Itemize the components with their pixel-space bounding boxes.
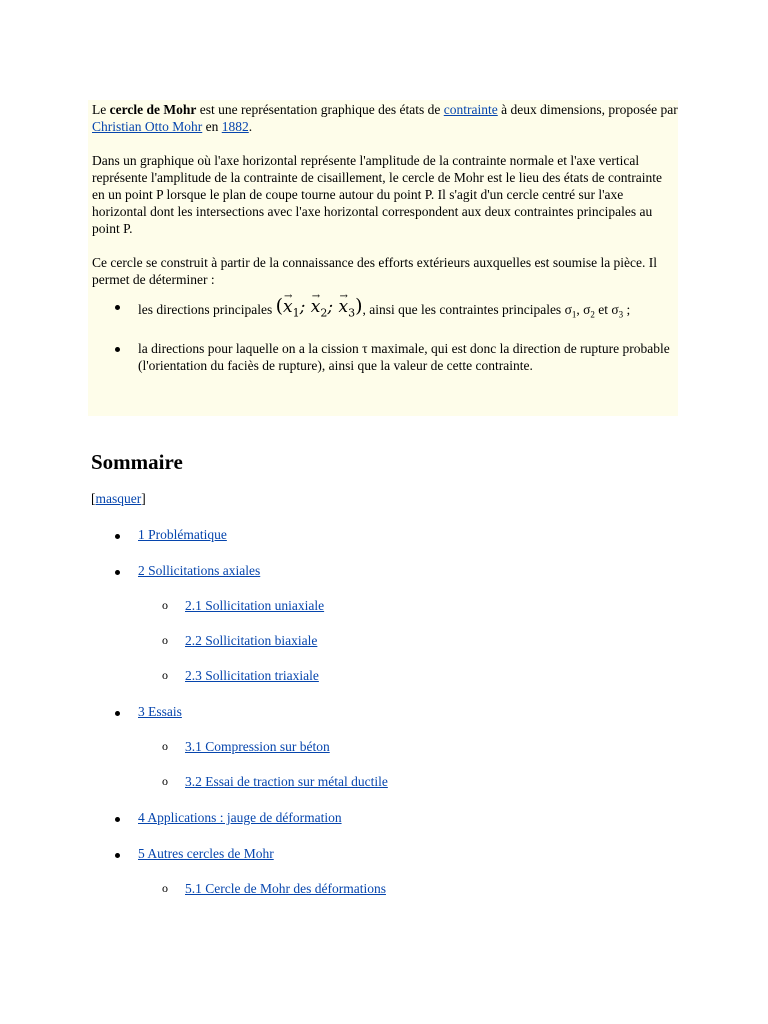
- toc-sub-bullet-icon: o: [162, 774, 168, 788]
- toc-item-4[interactable]: 4 Applications : jauge de déformation: [138, 810, 342, 825]
- toc-sub-bullet-icon: o: [162, 739, 168, 753]
- intro-text: en: [202, 119, 222, 134]
- toc-sub-bullet-icon: o: [162, 668, 168, 682]
- intro-paragraph-3: Ce cercle se construit à partir de la connaissance des efforts extérieurs auxquelles est soumise la pièce. Il permet de déterminer :: [92, 255, 658, 287]
- link-1882[interactable]: 1882: [221, 119, 249, 134]
- intro-text: .: [248, 119, 253, 134]
- formula-paren: ): [355, 295, 363, 317]
- toc-bullet-icon: [115, 817, 120, 822]
- bullet-text: et σ: [594, 302, 619, 317]
- principal-directions-formula: [275, 295, 363, 320]
- bullet-text: ;: [623, 302, 631, 317]
- sigma-subscript: 1: [571, 309, 577, 320]
- toc-toggle-bracket: [: [91, 491, 96, 506]
- vector-x: x →: [311, 299, 321, 316]
- toc-toggle-bracket: ]: [141, 491, 146, 506]
- intro-paragraph-2: Dans un graphique où l'axe horizontal représente l'amplitude de la contrainte normale et l'axe vertical représente l'amplitude de la contrainte de cisaillement, le cercle de Mohr est le lieu des états de contrainte en un point P lorsque le plan de coupe tourne autour du point P. Il s'agit d'un cercle centré sur l'axe horizontal dont les intersections avec l'axe horizontal correspondent aux deux contraintes principales au point P.: [92, 153, 662, 236]
- formula-subscript: 2: [320, 306, 328, 320]
- toc-item-3[interactable]: 3 Essais: [138, 704, 182, 719]
- toc-sub-bullet-icon: o: [162, 598, 168, 612]
- intro-text: à deux dimensions, proposée par: [497, 102, 678, 117]
- toc-bullet-icon: [115, 711, 120, 716]
- intro-text: est une représentation graphique des états de: [196, 102, 444, 117]
- toc-bullet-icon: [115, 534, 120, 539]
- toc-toggle: [91, 491, 146, 507]
- bullet-text: , ainsi que les contraintes principales σ: [362, 302, 572, 317]
- bullet-text: , σ: [576, 302, 591, 317]
- toc-sub-bullet-icon: o: [162, 881, 168, 895]
- formula-subscript: 3: [348, 306, 356, 320]
- vector-x: x →: [338, 299, 348, 316]
- toc-item-5-1[interactable]: 5.1 Cercle de Mohr des déformations: [185, 881, 386, 896]
- sigma-subscript: 2: [590, 309, 595, 320]
- link-christian-otto-mohr[interactable]: Christian Otto Mohr: [92, 119, 203, 134]
- vector-x: x →: [283, 299, 293, 316]
- intro-paragraph-1: [92, 101, 678, 135]
- bullet-text: les directions principales: [138, 302, 276, 317]
- toc-hide-link[interactable]: masquer: [95, 491, 142, 506]
- formula-paren: (: [275, 295, 284, 317]
- toc-item-3-2[interactable]: 3.2 Essai de traction sur métal ductile: [185, 774, 388, 789]
- list-item: la directions pour laquelle on a la cission τ maximale, qui est donc la direction de rupture probable (l'orientation du faciès de rupture), ainsi que la valeur de cette contrainte.: [138, 340, 678, 374]
- toc-title: Sommaire: [91, 450, 183, 474]
- link-contrainte[interactable]: contrainte: [443, 102, 498, 117]
- toc-item-3-1[interactable]: 3.1 Compression sur béton: [185, 739, 330, 754]
- formula-separator: ;: [299, 297, 311, 317]
- sigma-subscript: 3: [618, 309, 624, 320]
- formula-subscript: 1: [292, 306, 300, 320]
- article-subject: cercle de Mohr: [109, 102, 197, 117]
- toc-item-2-1[interactable]: 2.1 Sollicitation uniaxiale: [185, 598, 325, 613]
- toc-item-1[interactable]: 1 Problématique: [138, 527, 227, 542]
- intro-bullet-list: [92, 295, 678, 374]
- toc-item-2-2[interactable]: 2.2 Sollicitation biaxiale: [185, 633, 318, 648]
- toc-bullet-icon: [115, 853, 120, 858]
- toc-item-2-3[interactable]: 2.3 Sollicitation triaxiale: [185, 668, 319, 683]
- intro-text: Le: [92, 102, 110, 117]
- toc-sub-bullet-icon: o: [162, 633, 168, 647]
- article-intro: [88, 100, 678, 416]
- formula-separator: ;: [327, 297, 339, 317]
- list-item: [138, 295, 678, 324]
- toc-item-2[interactable]: 2 Sollicitations axiales: [138, 563, 261, 578]
- toc-bullet-icon: [115, 570, 120, 575]
- toc-item-5[interactable]: 5 Autres cercles de Mohr: [138, 846, 274, 861]
